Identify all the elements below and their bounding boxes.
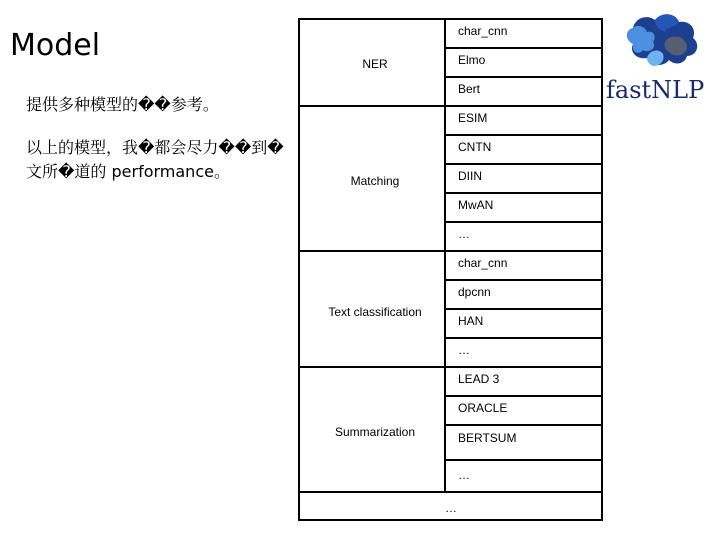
model-cell: char_cnn [458,256,508,270]
category-line [300,250,603,252]
category-summarization: Summarization [334,425,416,439]
model-cell: CNTN [458,140,492,154]
table-footer-cell: … [445,501,457,515]
row-line [444,221,603,223]
category-line [300,105,603,107]
row-line [444,424,603,426]
slide-title: Model [10,28,101,63]
row-line [444,47,603,49]
model-cell: Bert [458,82,481,96]
row-line [444,279,603,281]
model-cell: dpcnn [458,285,491,299]
row-line [444,163,603,165]
row-line [444,134,603,136]
row-line [444,395,603,397]
category-line [300,366,603,368]
model-cell: char_cnn [458,24,508,38]
model-cell: DIIN [458,169,482,183]
description-text-2: 以上的模型，我�都会尽力��到�文所�道的 performance。 [26,138,284,181]
row-line [444,192,603,194]
category-ner: NER [362,57,388,71]
logo-text: fastNLP [606,76,705,104]
row-line [444,76,603,78]
model-cell: BERTSUM [458,431,517,445]
model-table [298,18,603,521]
model-cell: MwAN [458,198,494,212]
model-cell: ORACLE [458,401,508,415]
category-matching: Matching [350,174,400,188]
row-line [444,337,603,339]
row-line [444,459,603,461]
model-cell: Elmo [458,53,486,67]
table-divider-vertical [444,20,446,493]
row-line [444,308,603,310]
model-cell: … [458,468,470,482]
description-text-1: 提供多种模型的��参考。 [26,95,219,114]
category-text-classification: Text classification [328,305,422,319]
model-cell: ESIM [458,111,488,125]
category-line [300,491,603,493]
model-cell: LEAD 3 [458,372,500,386]
model-cell: … [458,343,470,357]
model-cell: … [458,227,470,241]
model-cell: HAN [458,314,484,328]
